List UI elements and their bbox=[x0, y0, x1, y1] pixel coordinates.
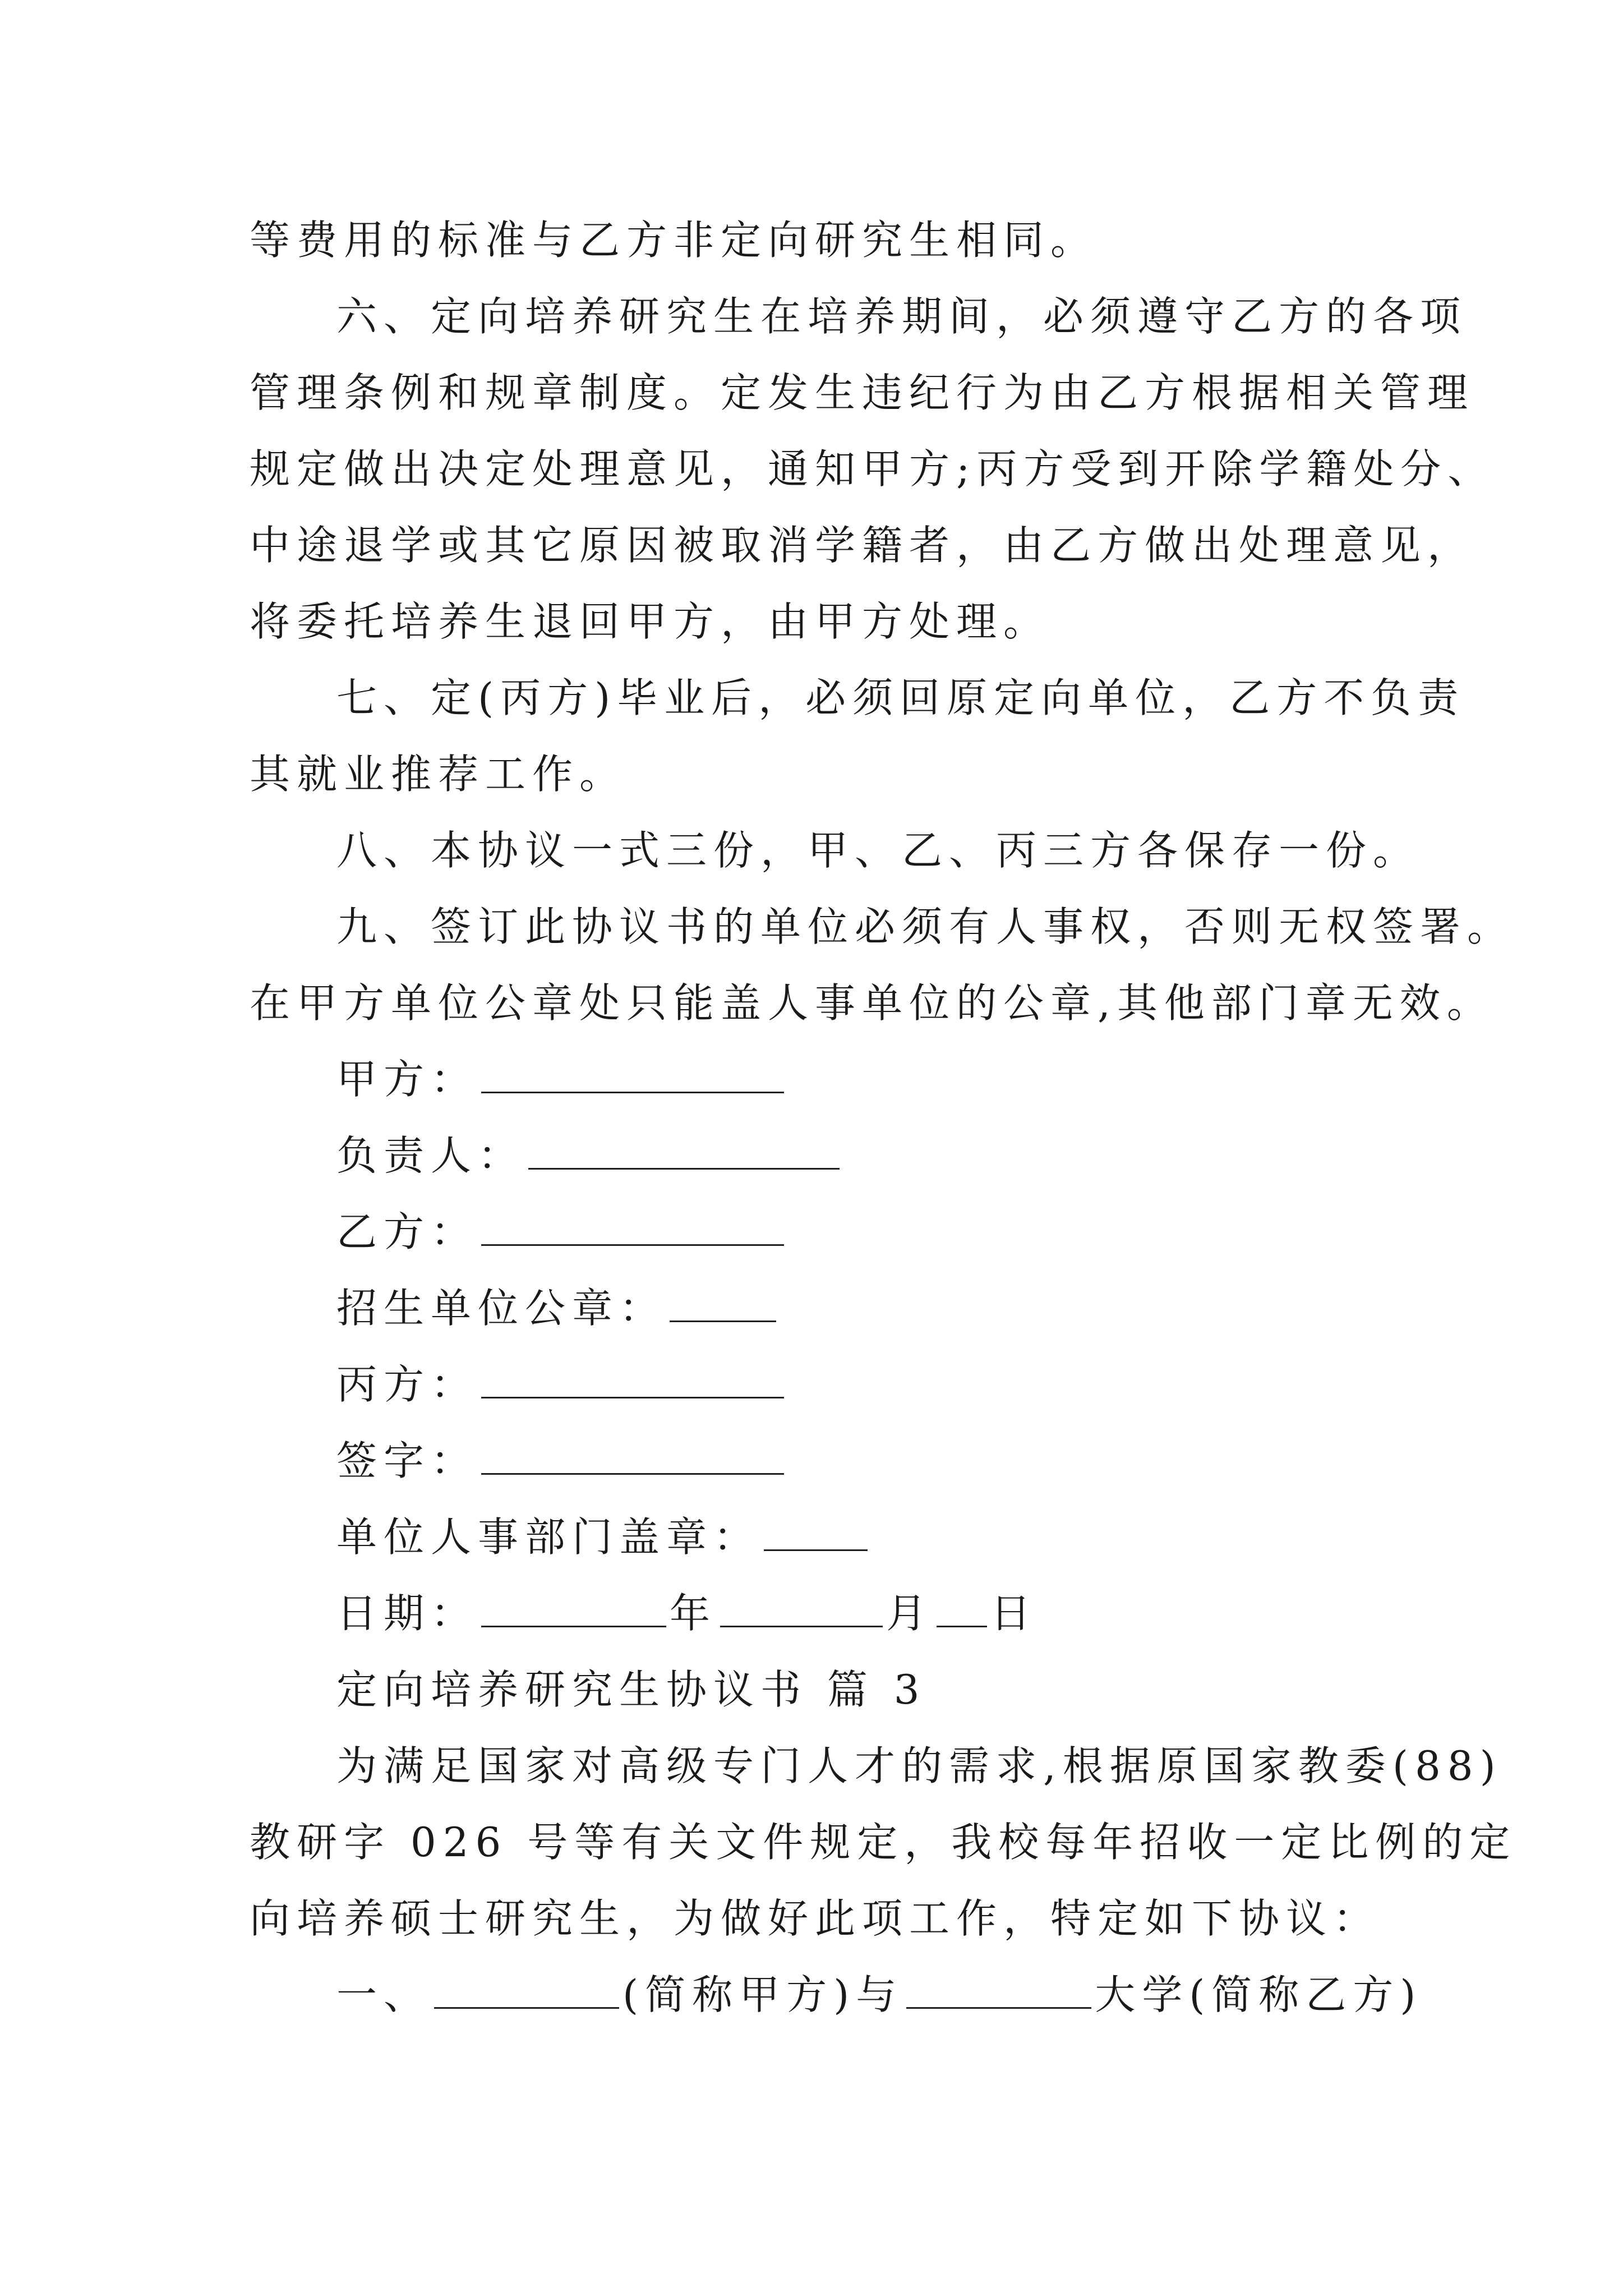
signature-date bbox=[250, 1575, 1388, 1651]
paragraph-line: 教研字 026 号等有关文件规定，我校每年招收一定比例的定 bbox=[250, 1819, 1517, 1866]
paragraph-line: 向培养硕士研究生，为做好此项工作，特定如下协议： bbox=[250, 1895, 1381, 1942]
day-label: 日 bbox=[990, 1590, 1038, 1637]
paragraph-line: 管理条例和规章制度。定发生违纪行为由乙方根据相关管理 bbox=[250, 369, 1475, 416]
hr-seal-blank[interactable] bbox=[764, 1516, 868, 1551]
signature-hr-seal bbox=[250, 1499, 1388, 1575]
party-c-blank[interactable] bbox=[481, 1363, 784, 1398]
school-seal-label: 招生单位公章： bbox=[336, 1285, 667, 1332]
month-blank[interactable] bbox=[720, 1592, 883, 1627]
clause-one-end: 大学(简称乙方) bbox=[1095, 1971, 1423, 2018]
signature-party-b bbox=[250, 1194, 1388, 1270]
paragraph-line: 其就业推荐工作。 bbox=[250, 751, 627, 798]
paragraph-line: 中途退学或其它原因被取消学籍者，由乙方做出处理意见， bbox=[250, 522, 1475, 569]
document-body bbox=[250, 202, 1517, 2033]
party-b-blank[interactable] bbox=[481, 1211, 784, 1246]
party-b-label: 乙方： bbox=[336, 1208, 478, 1255]
paragraph-line: 等费用的标准与乙方非定向研究生相同。 bbox=[250, 217, 1098, 264]
party-c-label: 丙方： bbox=[336, 1361, 478, 1408]
party-a-blank[interactable] bbox=[481, 1058, 784, 1093]
signature-school-seal bbox=[250, 1270, 1388, 1346]
responsible-label: 负责人： bbox=[336, 1132, 525, 1179]
party-a-name-blank[interactable] bbox=[434, 1973, 619, 2009]
signature-sign bbox=[250, 1423, 1388, 1499]
paragraph-line: 七、定(丙方)毕业后，必须回原定向单位，乙方不负责 bbox=[336, 674, 1465, 721]
party-a-label: 甲方： bbox=[336, 1056, 478, 1103]
day-blank[interactable] bbox=[937, 1592, 987, 1627]
date-label: 日期： bbox=[336, 1590, 478, 1637]
paragraph-line: 为满足国家对高级专门人才的需求,根据原国家教委(88) bbox=[336, 1742, 1502, 1789]
sign-blank[interactable] bbox=[481, 1439, 784, 1475]
paragraph-line: 六、定向培养研究生在培养期间，必须遵守乙方的各项 bbox=[336, 293, 1468, 340]
clause-one-line bbox=[250, 1957, 1423, 2033]
university-name-blank[interactable] bbox=[906, 1973, 1091, 2009]
paragraph-line: 将委托培养生退回甲方，由甲方处理。 bbox=[250, 598, 1051, 645]
paragraph-line: 九、签订此协议书的单位必须有人事权，否则无权签署。 bbox=[336, 903, 1515, 950]
year-label: 年 bbox=[670, 1590, 717, 1637]
year-blank[interactable] bbox=[481, 1592, 666, 1627]
school-seal-blank[interactable] bbox=[670, 1287, 776, 1322]
hr-seal-label: 单位人事部门盖章： bbox=[336, 1513, 761, 1561]
responsible-blank[interactable] bbox=[528, 1134, 840, 1170]
clause-one-mid: (简称甲方)与 bbox=[623, 1971, 903, 2018]
paragraph-line: 规定做出决定处理意见，通知甲方;丙方受到开除学籍处分、 bbox=[250, 445, 1495, 493]
paragraph-line: 在甲方单位公章处只能盖人事单位的公章,其他部门章无效。 bbox=[250, 979, 1494, 1027]
clause-one-prefix: 一、 bbox=[336, 1971, 431, 2018]
signature-party-a bbox=[250, 1041, 1388, 1117]
paragraph-line: 八、本协议一式三份，甲、乙、丙三方各保存一份。 bbox=[336, 827, 1421, 874]
signature-party-c bbox=[250, 1346, 1388, 1423]
month-label: 月 bbox=[886, 1590, 934, 1637]
section-title: 定向培养研究生协议书 篇 3 bbox=[336, 1666, 926, 1713]
signature-responsible bbox=[250, 1117, 1388, 1194]
sign-label: 签字： bbox=[336, 1437, 478, 1484]
